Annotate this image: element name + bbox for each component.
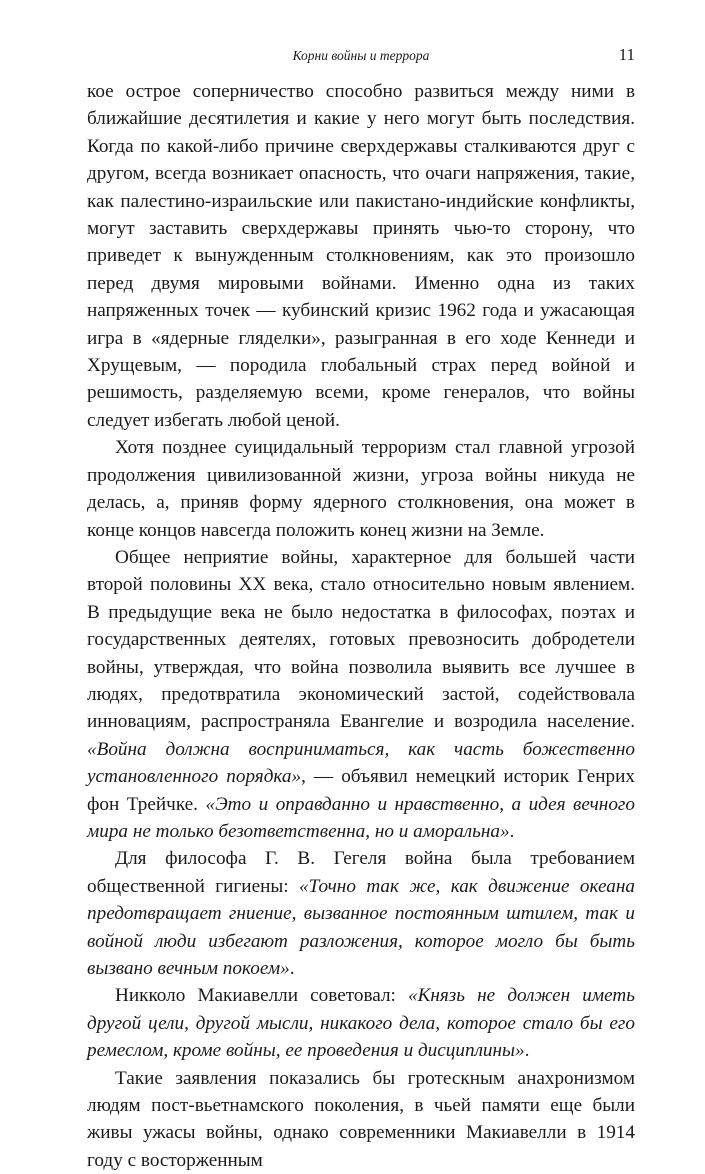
quote-text: «Точно так же, как движение океана предотвращает гниение, вызванное постоянным штилем, так и войной люди избегают разложения, которое могло бы быть вызвано вечным покоем» xyxy=(87,875,635,979)
body-text xyxy=(87,78,635,1174)
paragraph-6 xyxy=(87,1065,635,1174)
paragraph-text: Для философа Г. В. Гегеля война была требованием общественной гигиены: xyxy=(87,848,635,897)
paragraph-text: Хотя позднее суицидальный терроризм стал главной угрозой продолжения цивилизованной жизни, угроза войны никуда не делась, а, приняв форму ядерного столкновения, она может в конце концов навсегда положить конец жизни на Земле. xyxy=(87,437,635,541)
quote-text: «Это и оправданно и нравственно, а идея вечного мира не только безответственна, но и аморальна» xyxy=(87,793,635,842)
paragraph-text: . xyxy=(524,1040,530,1062)
paragraph-4 xyxy=(87,845,635,982)
paragraph-1 xyxy=(87,78,635,434)
paragraph-text: кое острое соперничество способно развиться между ними в ближайшие десятилетия и какие у него могут быть последствия. Когда по какой-либо причине сверхдержавы сталкиваются друг с другом, всегда возникает опасность, что очаги напряжения, такие, как палестино-израильские или пакистано-индийские конфликты, могут заставить сверхдержавы принять чью-то сторону, что приведет к вынужденным столкновениям, как это произошло перед двумя мировыми войнами. Именно одна из таких напряженных точек — кубинский кризис 1962 года и ужасающая игра в «ядерные гляделки», разыгранная в его ходе Кеннеди и Хрущевым, — породила глобальный страх перед войной и решимость, разделяемую всеми, кроме генералов, что войны следует избегать любой ценой. xyxy=(87,81,635,431)
book-page xyxy=(87,44,635,1174)
running-title: Корни войны и террора xyxy=(292,48,430,63)
paragraph-text: Общее неприятие войны, характерное для большей части второй половины XX века, стало относительно новым явлением. В предыдущие века не было недостатка в философах, поэтах и государственных деятелях, готовых превозносить добродетели войны, утверждая, что война позволила выявить все лучшее в людях, предотвратила экономический застой, содействовала инновациям, распространяла Евангелие и возродила население. xyxy=(87,546,635,733)
quote-text: «Князь не должен иметь другой цели, другой мысли, никакого дела, которое стало бы его ремеслом, кроме войны, ее проведения и дисциплины» xyxy=(87,985,635,1062)
page-number: 11 xyxy=(618,45,635,64)
paragraph-3 xyxy=(87,544,635,845)
quote-text: «Война должна восприниматься, как часть божественно установленного порядка» xyxy=(87,738,635,788)
paragraph-text: . xyxy=(509,820,515,842)
paragraph-text: Такие заявления показались бы гротескным анахронизмом людям пост-вьетнамского поколения, в чьей памяти еще были живы ужасы войны, однако современники Макиавелли в 1914 году с восторженным xyxy=(87,1067,635,1171)
paragraph-2 xyxy=(87,434,635,544)
paragraph-text: , — объявил немецкий историк Генрих фон Трейчке. xyxy=(87,766,635,815)
paragraph-text: . xyxy=(289,958,295,979)
paragraph-text: Никколо Макиавелли советовал: xyxy=(115,985,409,1007)
paragraph-5 xyxy=(87,982,635,1064)
running-head xyxy=(87,44,635,70)
